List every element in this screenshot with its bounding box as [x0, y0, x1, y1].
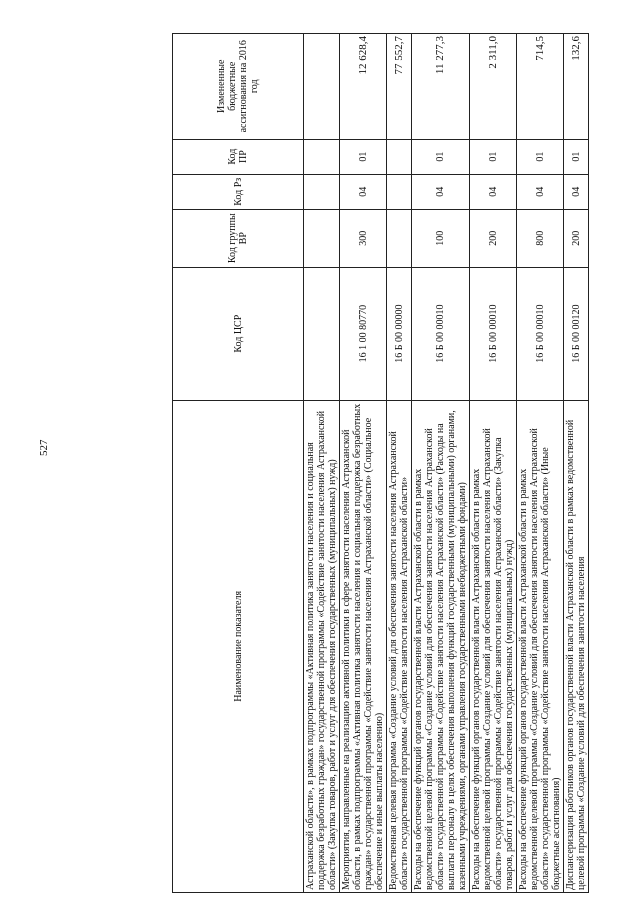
header-pr: Код ПР	[173, 139, 304, 174]
cell-pr: 01	[470, 139, 517, 174]
cell-name: Астраханской области», в рамках подпрограммы «Активная политика занятости населения и социальная поддержка безработных граждан» государственной программы «Содействие занятости населения Астраханской области» (Закупка товаров, работ и услуг для обеспечения государственных (муниципальных) нужд)	[304, 400, 340, 892]
cell-rz: 04	[412, 174, 470, 209]
cell-rz: 04	[340, 174, 387, 209]
cell-sum: 714,5	[517, 34, 564, 140]
table-row	[387, 34, 412, 893]
table-row	[412, 34, 470, 893]
cell-vr: 800	[517, 209, 564, 267]
cell-name: Расходы на обеспечение функций органов государственной власти Астраханской области в рамках ведомственной целевой программы «Создание условий для обеспечения занятости населения Астраханской области» государственной программы «Содействие занятости населения Астраханской области» (Расходы на выплаты персоналу в целях обеспечения выполнения функций государственными (муниципальными) органами, казенными учреждениями, органами управления государственными внебюджетными фондами)	[412, 400, 470, 892]
cell-csr: 16 Б 00 00120	[564, 267, 589, 400]
cell-name: Мероприятия, направленные на реализацию активной политики в сфере занятости населения Астраханской области, в рамках подпрограммы «Активная политика занятости населения и социальная поддержка безработных граждан» государственной программы «Содействие занятости населения Астраханской области» (Социальное обеспечение и иные выплаты населению)	[340, 400, 387, 892]
cell-vr	[304, 209, 340, 267]
cell-pr: 01	[564, 139, 589, 174]
cell-name: Ведомственная целевая программа «Создание условий для обеспечения занятости населения Астраханской области» государственной программы «Содействие занятости населения Астраханской области»	[387, 400, 412, 892]
cell-name: Диспансеризация работников органов государственной власти Астраханской области в рамках ведомственной целевой программы «Создание условий для обеспечения занятости населения	[564, 400, 589, 892]
header-vr: Код группы ВР	[173, 209, 304, 267]
cell-vr: 200	[470, 209, 517, 267]
table-row	[517, 34, 564, 893]
cell-rz	[304, 174, 340, 209]
cell-vr: 100	[412, 209, 470, 267]
cell-rz	[387, 174, 412, 209]
page-number: 527	[38, 439, 50, 456]
cell-sum: 77 552,7	[387, 34, 412, 140]
cell-rz: 04	[564, 174, 589, 209]
cell-csr: 16 1 00 80770	[340, 267, 387, 400]
header-name: Наименование показателя	[173, 400, 304, 892]
cell-name: Расходы на обеспечение функций органов государственной власти Астраханской области в рамках ведомственной целевой программы «Создание условий для обеспечения занятости населения Астраханской области» государственной программы «Содействие занятости населения Астраханской области» (Закупка товаров, работ и услуг для обеспечения государственных (муниципальных) нужд)	[470, 400, 517, 892]
cell-csr: 16 Б 00 00010	[517, 267, 564, 400]
header-csr: Код ЦСР	[173, 267, 304, 400]
cell-sum: 2 311,0	[470, 34, 517, 140]
table-row	[564, 34, 589, 893]
cell-sum	[304, 34, 340, 140]
cell-pr: 01	[340, 139, 387, 174]
cell-csr: 16 Б 00 00010	[412, 267, 470, 400]
cell-vr	[387, 209, 412, 267]
cell-vr: 200	[564, 209, 589, 267]
cell-csr: 16 Б 00 00010	[470, 267, 517, 400]
cell-rz: 04	[517, 174, 564, 209]
cell-sum: 132,6	[564, 34, 589, 140]
cell-vr: 300	[340, 209, 387, 267]
table-row	[340, 34, 387, 893]
cell-rz: 04	[470, 174, 517, 209]
cell-sum: 12 628,4	[340, 34, 387, 140]
table-header-row	[173, 34, 304, 893]
cell-pr	[387, 139, 412, 174]
cell-sum: 11 277,3	[412, 34, 470, 140]
budget-table	[172, 33, 589, 893]
table-row	[304, 34, 340, 893]
cell-pr: 01	[517, 139, 564, 174]
rotated-table-container	[172, 33, 612, 893]
cell-name: Расходы на обеспечение функций органов государственной власти Астраханской области в рамках ведомственной целевой программы «Создание условий для обеспечения занятости населения Астраханской области» государственной программы «Содействие занятости населения Астраханской области» (Иные бюджетные ассигнования)	[517, 400, 564, 892]
header-sum: Измененные бюджетные ассигнования на 2016 год	[173, 34, 304, 140]
cell-pr	[304, 139, 340, 174]
header-rz: Код Рз	[173, 174, 304, 209]
cell-pr: 01	[412, 139, 470, 174]
cell-csr	[304, 267, 340, 400]
cell-csr: 16 Б 00 00000	[387, 267, 412, 400]
table-row	[470, 34, 517, 893]
